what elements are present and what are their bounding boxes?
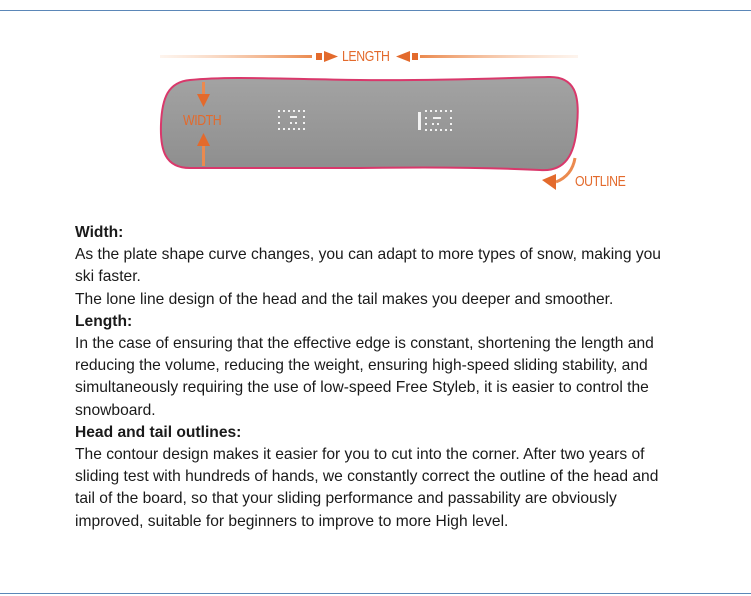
section-heading-width: Width: xyxy=(75,224,124,241)
width-paragraph-1: As the plate shape curve changes, you can adapt to more types of snow, making you ski faster. xyxy=(75,246,661,286)
length-arrow-right xyxy=(396,51,578,62)
bottom-divider xyxy=(0,593,751,594)
outline-label: OUTLINE xyxy=(575,173,626,190)
snowboard-illustration xyxy=(0,0,751,210)
snowboard-diagram xyxy=(0,0,751,210)
length-arrow-left xyxy=(160,51,338,62)
outlines-paragraph: The contour design makes it easier for you to cut into the corner. After two years of sliding test with hundreds of hands, we constantly correct the outline of the head and tail of the board, so that your sliding performance and passability are obviously improved, suitable for beginners to improve to more High level. xyxy=(75,446,659,530)
feature-description xyxy=(75,222,675,533)
section-heading-outlines: Head and tail outlines: xyxy=(75,423,242,441)
snowboard-shape xyxy=(161,77,578,170)
width-label: WIDTH xyxy=(183,112,222,129)
length-label: LENGTH xyxy=(342,48,390,65)
width-paragraph-2: The lone line design of the head and the tail makes you deeper and smoother. xyxy=(75,290,614,308)
length-paragraph: In the case of ensuring that the effective edge is constant, shortening the length and reducing the volume, reducing the weight, ensuring high-speed sliding stability, and simultaneously requiring the use of low-speed Free Styleb, it is easier to control the snowboard. xyxy=(75,335,654,419)
section-heading-length: Length: xyxy=(75,312,133,330)
